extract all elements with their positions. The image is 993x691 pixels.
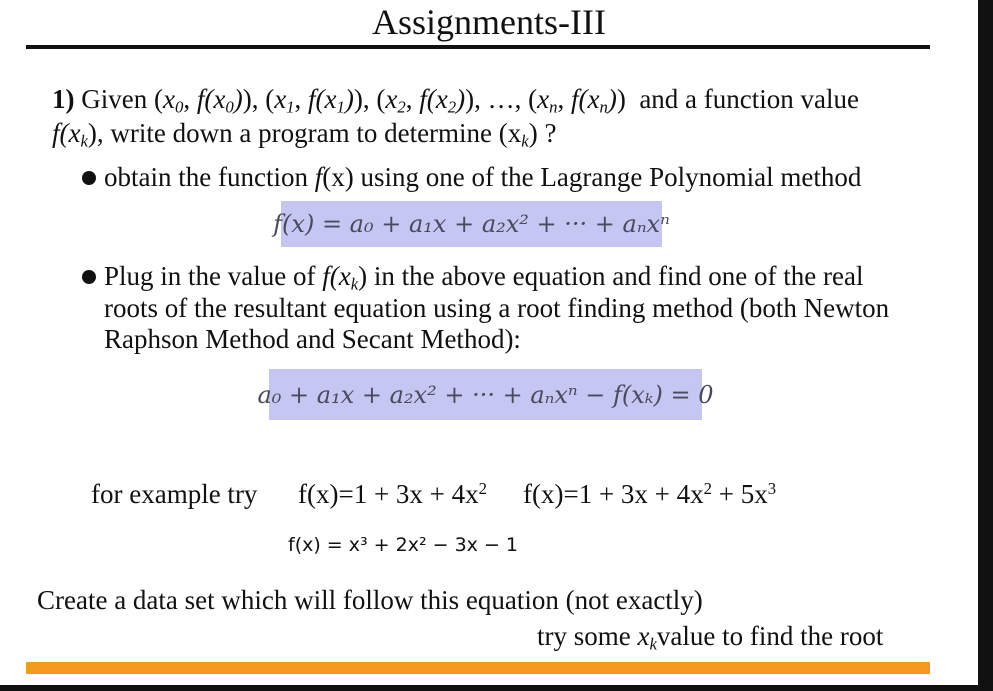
window-edge-bottom [0, 685, 993, 691]
lagrange-polynomial-equation: f(x) = a₀ + a₁x + a₂x² + ··· + aₙxⁿ [281, 201, 662, 247]
dataset-instruction: Create a data set which will follow this equation (not exactly) [37, 585, 703, 615]
bullet-2-line-3: Raphson Method and Secant Method): [104, 324, 521, 354]
example-label: for example try [91, 479, 258, 509]
question-line-1: 1) Given ($x_0$, $f(x_0)$), ($x_1$, $f(x_1)$), ($x_2$, $f(x_2)$), …, ($x_n$, $f(x_n)$) and a function value [52, 84, 859, 117]
root-instruction: try some $x_kvalue$ to find the root [537, 621, 884, 654]
slide-title: Assignments-III [372, 2, 606, 42]
example-equation-2: $f(x)=1 + 3x + 4x^2 + 5x^3$ [523, 478, 777, 509]
bullet-2-line-1: Plug in the value of $f(x_k)$ in the above equation and find one of the real [104, 261, 864, 294]
bullet-2-line-2: roots of the resultant equation using a root finding method (both Newton [104, 293, 890, 323]
example-equation-3: f(x) = x³ + 2x² − 3x − 1 [288, 534, 518, 556]
root-finding-equation: a₀ + a₁x + a₂x² + ··· + aₙxⁿ − f(xₖ) = 0 [269, 369, 702, 420]
example-equation-1: $f(x)=1 + 3x + 4x^2$ [298, 478, 488, 509]
accent-bar [26, 662, 930, 674]
bullet-1-text: obtain the function f(x) using one of the Lagrange Polynomial method [104, 162, 862, 192]
window-edge-right [978, 0, 993, 691]
bullet-dot [82, 270, 96, 284]
bullet-dot [82, 171, 96, 185]
question-line-2: $f(x_k)$, write down a program to determine $(x_k)$ ? [52, 118, 557, 151]
title-underline [26, 45, 930, 49]
